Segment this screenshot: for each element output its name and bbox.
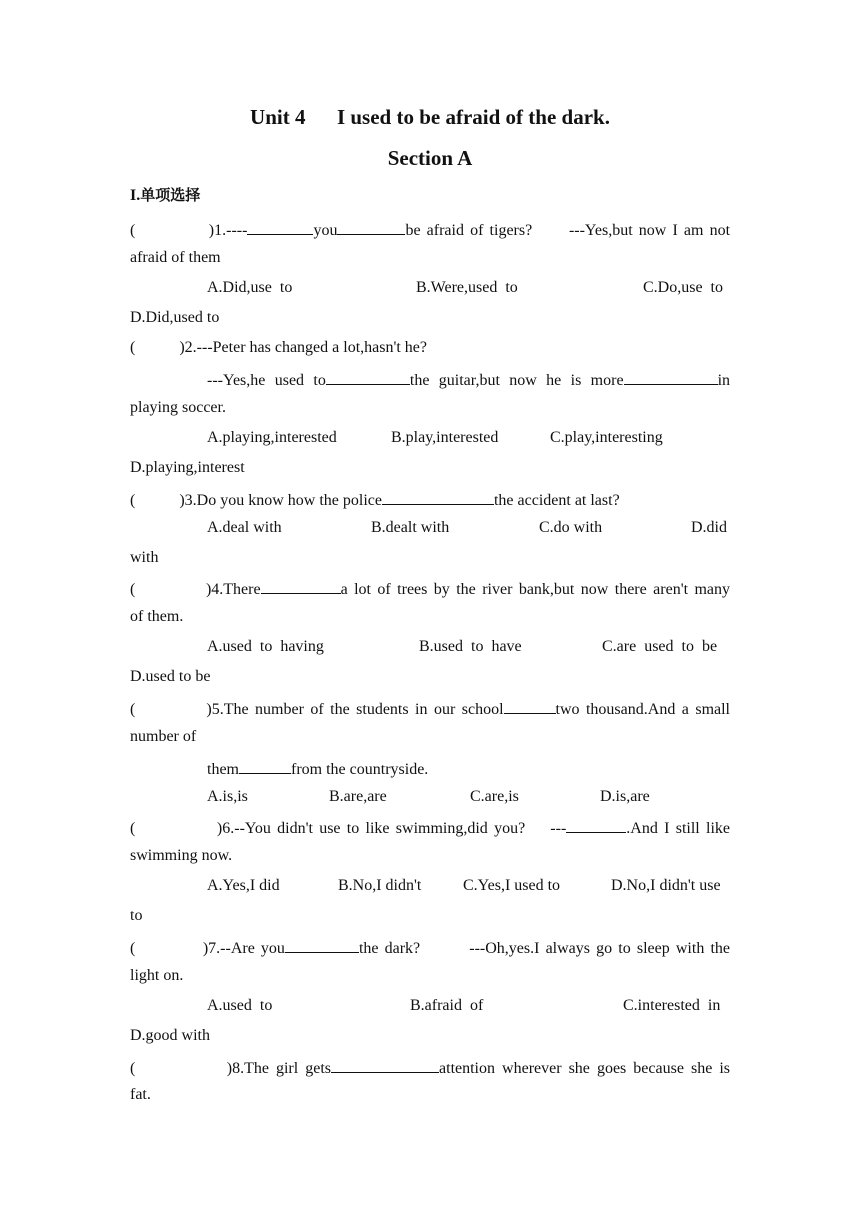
- part-heading-numeral: I.: [130, 187, 141, 204]
- question-6-stem: [130, 816, 730, 839]
- q5-text-d: from the countryside.: [291, 761, 429, 778]
- q6-text-b: .And I still like: [626, 820, 730, 837]
- option-d-wrap: to: [130, 907, 143, 924]
- question-7-stem: [130, 936, 730, 959]
- option-a: A.used to: [207, 997, 273, 1014]
- answer-blank[interactable]: [566, 816, 626, 833]
- option-d: D.did: [691, 519, 727, 536]
- section-title: Section A: [387, 146, 473, 170]
- q4-text-b: a lot of trees by the river bank,but now there aren't many: [340, 581, 730, 598]
- answer-blank[interactable]: [504, 697, 556, 714]
- q5-text-c: them: [207, 761, 239, 778]
- question-8-continuation: fat.: [130, 1086, 151, 1103]
- answer-blank[interactable]: [326, 368, 410, 385]
- part-heading: [130, 184, 200, 205]
- unit-title: Unit 4 I used to be afraid of the dark.: [250, 105, 610, 129]
- question-1-continuation: afraid of them: [130, 249, 221, 266]
- option-a: A.Yes,I did: [207, 877, 280, 894]
- question-8-stem: [130, 1056, 730, 1079]
- option-b: B.used to have: [419, 638, 522, 655]
- answer-blank[interactable]: [261, 577, 341, 594]
- option-a: A.used to having: [207, 638, 324, 655]
- q8-text-b: attention wherever she goes because she is: [439, 1060, 730, 1077]
- q6-text-a: ( )6.--You didn't use to like swimming,did you? ---: [130, 820, 567, 837]
- q2-text-b: the guitar,but now he is more: [409, 372, 624, 389]
- question-5-line3: [207, 757, 428, 780]
- q3-text-a: ( )3.Do you know how the police: [130, 492, 382, 509]
- option-a: A.playing,interested: [207, 429, 337, 446]
- option-c: C.do with: [539, 519, 603, 536]
- option-c: C.are,is: [470, 788, 519, 805]
- question-2-continuation: playing soccer.: [130, 399, 226, 416]
- option-c: C.Do,use to: [643, 279, 723, 296]
- answer-blank[interactable]: [239, 757, 291, 774]
- answer-blank[interactable]: [285, 936, 359, 953]
- question-5-continuation: number of: [130, 728, 197, 745]
- q3-text-b: the accident at last?: [493, 492, 620, 509]
- q2-text-a: ---Yes,he used to: [207, 372, 326, 389]
- answer-blank[interactable]: [624, 368, 718, 385]
- option-b: B.No,I didn't: [338, 877, 422, 894]
- question-3-stem: [130, 488, 620, 511]
- q8-text-a: ( )8.The girl gets: [130, 1060, 332, 1077]
- q2-text-c: in: [717, 372, 731, 389]
- part-heading-label: 单项选择: [140, 186, 201, 204]
- question-2-line2: [207, 368, 730, 391]
- option-b: B.are,are: [329, 788, 387, 805]
- question-4-continuation: of them.: [130, 608, 184, 625]
- q7-text-b: the dark? ---Oh,yes.I always go to sleep with the: [358, 940, 731, 957]
- q1-text-a: ( )1.----: [130, 222, 248, 239]
- q4-text-a: ( )4.There: [130, 581, 261, 598]
- q5-text-b: two thousand.And a small: [555, 701, 731, 718]
- question-2-stem: ( )2.---Peter has changed a lot,hasn't he?: [130, 339, 427, 356]
- question-7-continuation: light on.: [130, 967, 184, 984]
- question-5-stem: [130, 697, 730, 720]
- q1-text-c: be afraid of tigers? ---Yes,but now I am not: [405, 222, 731, 239]
- q1-text-b: you: [313, 222, 338, 239]
- option-b: B.play,interested: [391, 429, 499, 446]
- question-4-stem: [130, 577, 730, 600]
- option-d: D.playing,interest: [130, 459, 245, 476]
- option-b: B.afraid of: [410, 997, 484, 1014]
- option-b: B.dealt with: [371, 519, 450, 536]
- option-a: A.deal with: [207, 519, 282, 536]
- q7-text-a: ( )7.--Are you: [130, 940, 285, 957]
- question-6-continuation: swimming now.: [130, 847, 233, 864]
- option-a: A.Did,use to: [207, 279, 293, 296]
- q5-text-a: ( )5.The number of the students in our school: [130, 701, 504, 718]
- option-d: D.No,I didn't use: [611, 877, 721, 894]
- option-d-wrap: with: [130, 549, 159, 566]
- answer-blank[interactable]: [247, 218, 313, 235]
- option-d: D.Did,used to: [130, 309, 220, 326]
- option-a: A.is,is: [207, 788, 248, 805]
- option-d: D.is,are: [600, 788, 650, 805]
- question-1-stem: [130, 218, 730, 241]
- option-c: C.interested in: [623, 997, 721, 1014]
- option-c: C.Yes,I used to: [463, 877, 561, 894]
- answer-blank[interactable]: [337, 218, 405, 235]
- option-b: B.Were,used to: [416, 279, 518, 296]
- option-c: C.play,interesting: [550, 429, 663, 446]
- option-c: C.are used to be: [602, 638, 718, 655]
- answer-blank[interactable]: [382, 488, 494, 505]
- option-d: D.good with: [130, 1027, 210, 1044]
- answer-blank[interactable]: [331, 1056, 439, 1073]
- option-d: D.used to be: [130, 668, 211, 685]
